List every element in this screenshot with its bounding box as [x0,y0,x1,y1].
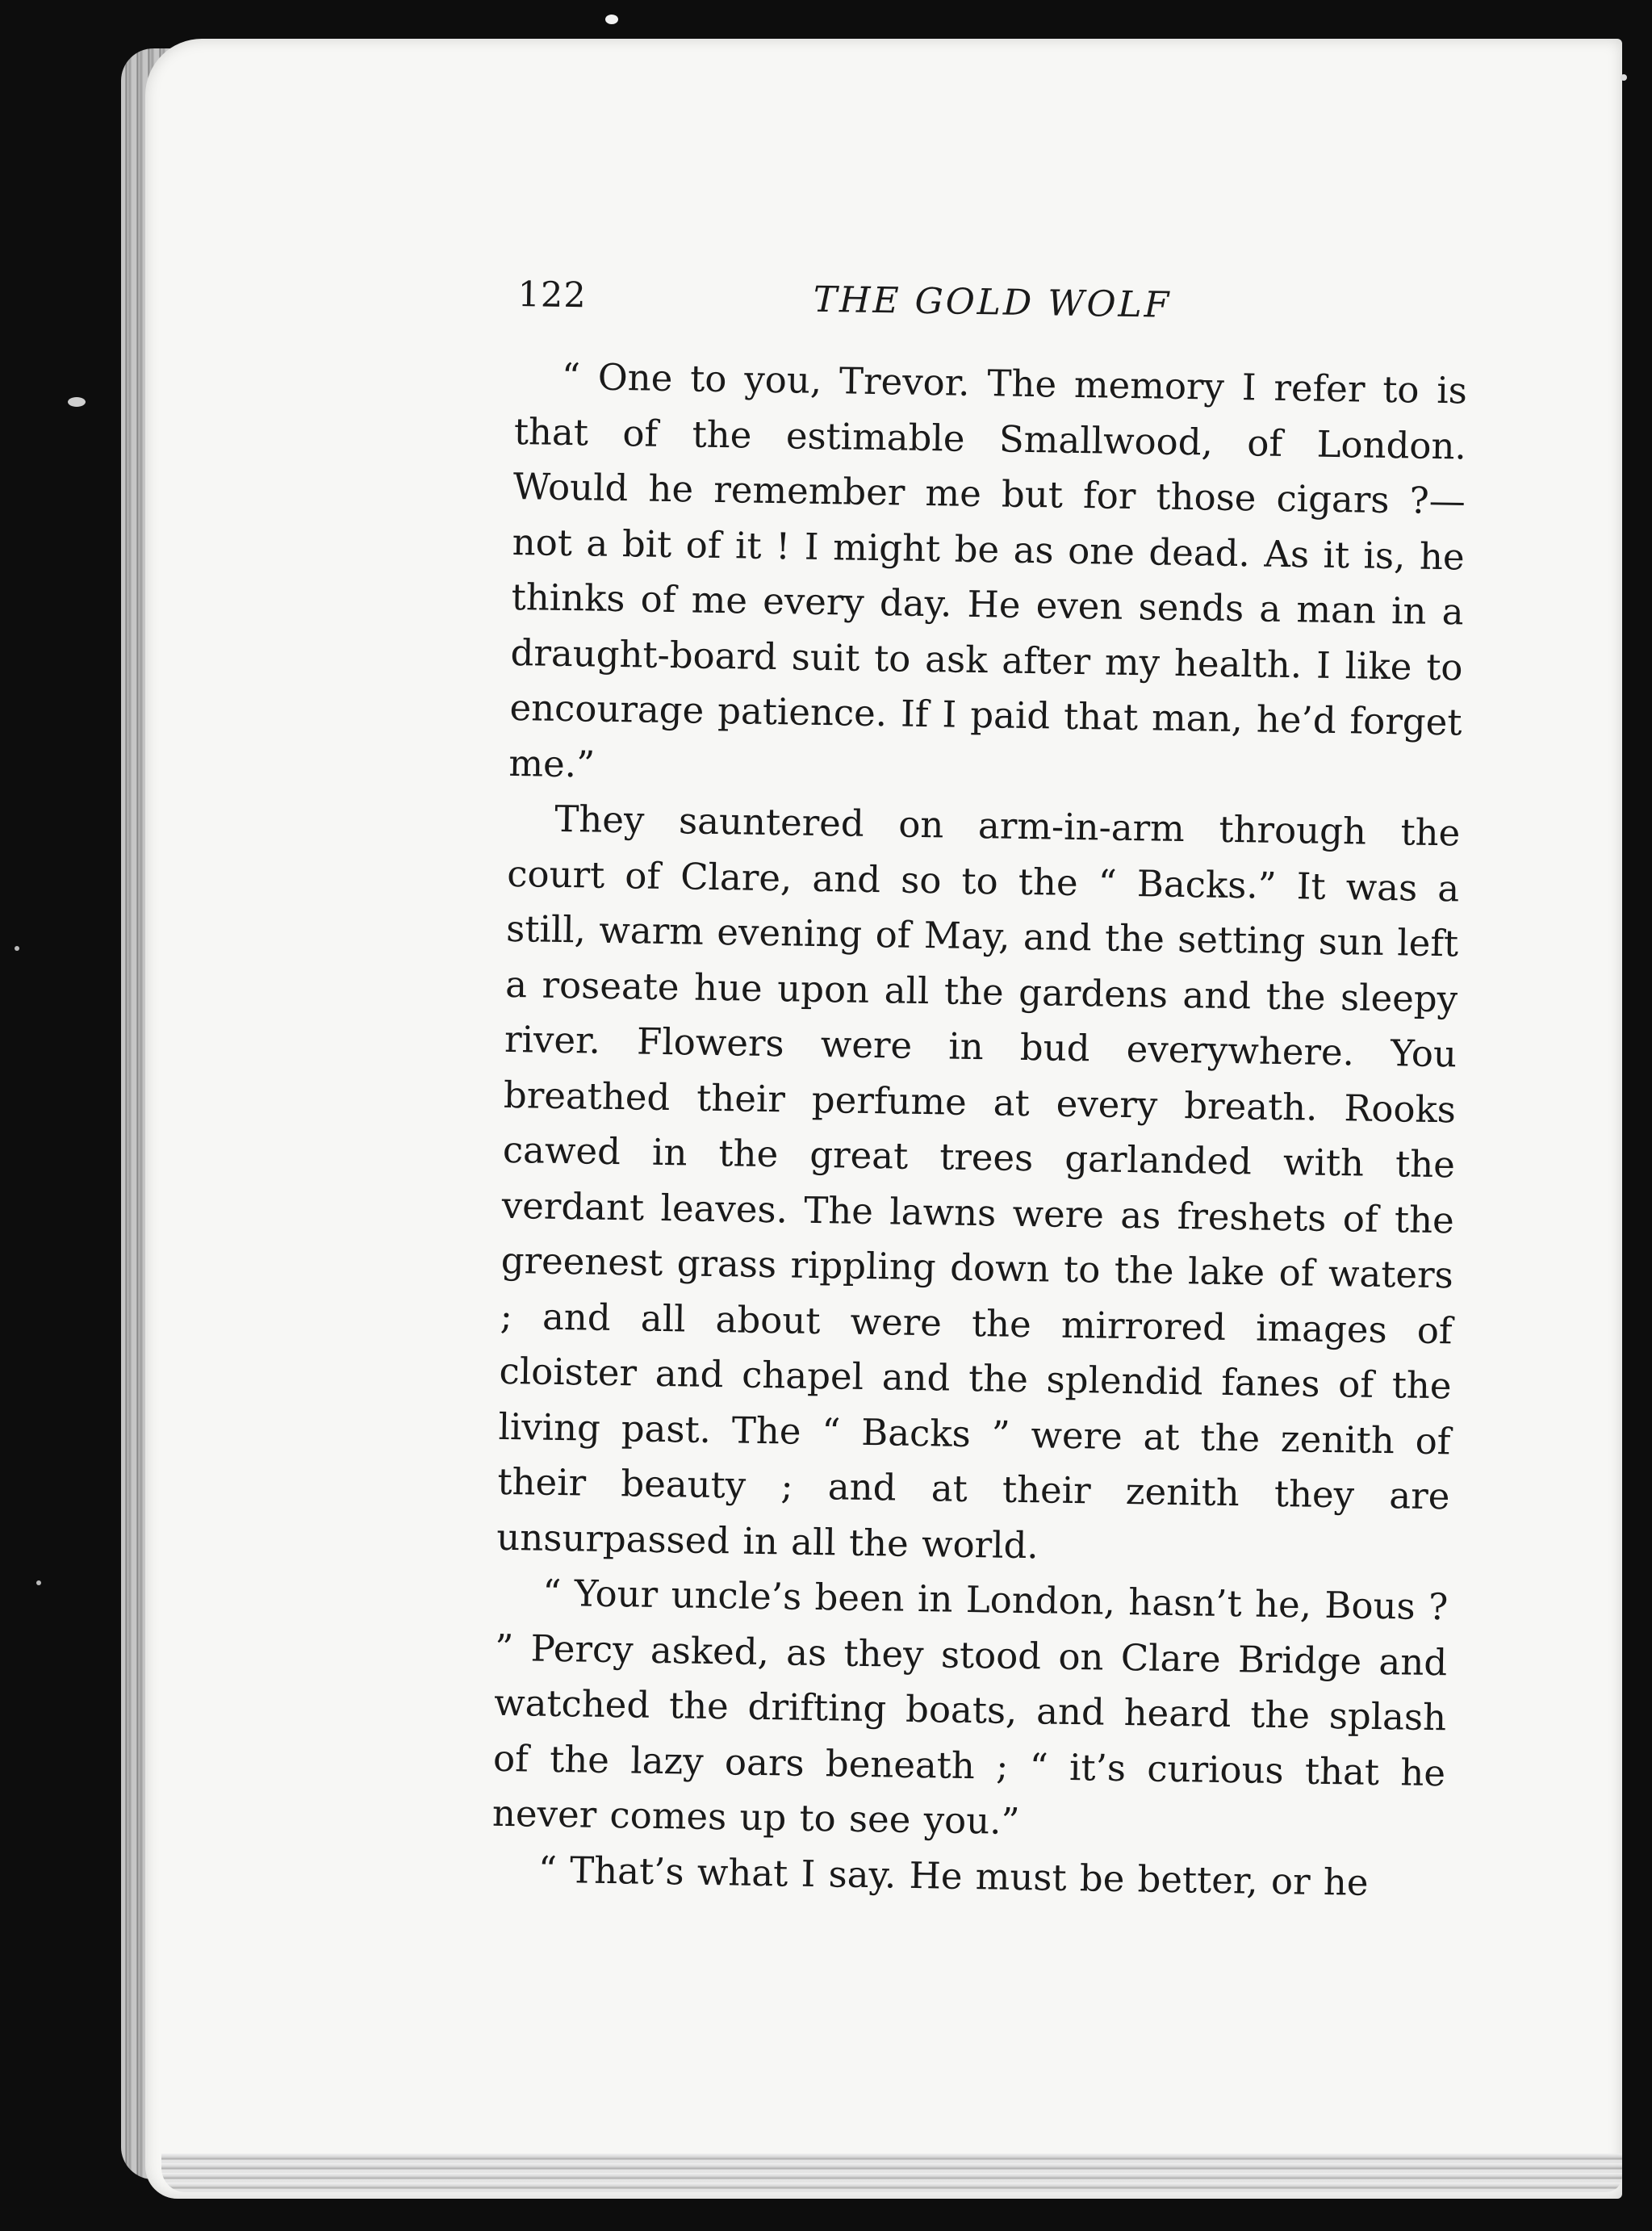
scan-speck [605,15,618,24]
running-title: THE GOLD WOLF [813,278,1172,326]
paragraph: “ Your uncle’s been in London, hasn’t he, Bous ? ” Percy asked, as they stood on Clare Bridge and watched the drifting boats, and heard the splash of the lazy oars beneath ; “ it’s curious that he never comes up to see you.” [491,1571,1449,1844]
scan-speck [15,946,19,951]
page-edge-bottom [161,2154,1622,2192]
page-number: 122 [517,274,588,316]
scan-speck [68,397,86,407]
paragraph: They sauntered on arm-in-arm through the court of Clare, and so to the “ Backs.” It was a still, warm evening of May, and the setting sun left a roseate hue upon all the gardens and the sleepy river. Flowers were in bud everywhere. You breathed their perfume at every breath. Rooks cawed in the great trees garlanded with the verdant leaves. The lawns were as freshets of the greenest grass rippling down to the lake of waters ; and all about were the mirrored images of cloister and chapel and the splendid fanes of the living past. The “ Backs ” were at the zenith of their beauty ; and at their zenith they are unsurpassed in all the world. [496,797,1461,1567]
page-text [491,274,1468,1911]
paragraph: “ That’s what I say. He must be better, or he [537,1848,1369,1904]
scan-speck [36,1580,41,1585]
scan-speck [1621,74,1627,81]
paragraph: “ One to you, Trevor. The memory I refer to is that of the estimable Smallwood, of London. Would he remember me but for those cigars ?— not a bit of it ! I might be as one dead. As it is, he thinks of me every day. He even sends a man in a draught-board suit to ask after my health. I like to encourage patience. If I paid that man, he’d forget me.” [508,354,1468,786]
